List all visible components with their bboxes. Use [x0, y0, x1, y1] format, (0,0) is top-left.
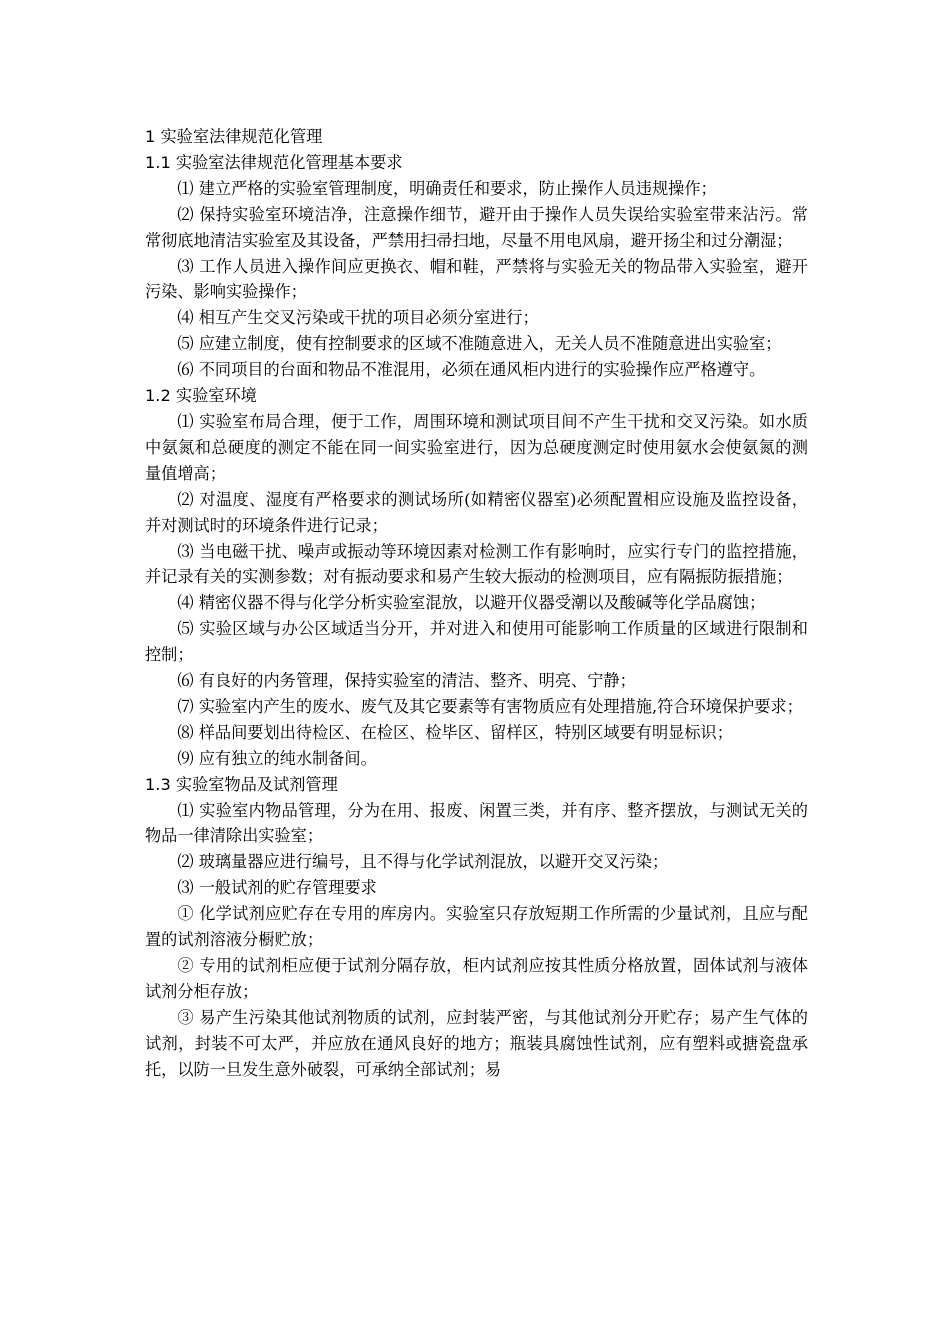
section-heading-1-1: 1.1 实验室法律规范化管理基本要求 [145, 152, 403, 172]
paragraph: ③ 易产生污染其他试剂物质的试剂，应封装严密，与其他试剂分开贮存；易产生气体的试剂，封装不可太严，并应放在通风良好的地方；瓶装具腐蚀性试剂，应有塑料或搪瓷盘承托，以防一旦发生意外破裂，可承纳全部试剂；易 [145, 1007, 808, 1079]
paragraph: ⑶ 工作人员进入操作间应更换衣、帽和鞋，严禁将与实验无关的物品带入实验室，避开污染、影响实验操作； [145, 256, 808, 302]
paragraph: ⑵ 对温度、湿度有严格要求的测试场所(如精密仪器室)必须配置相应设施及监控设备，并对测试时的环境条件进行记录； [145, 489, 808, 535]
section-heading-1: 1 实验室法律规范化管理 [145, 127, 323, 146]
document-page [145, 124, 808, 1083]
paragraph: ⑶ 当电磁干扰、噪声或振动等环境因素对检测工作有影响时，应实行专门的监控措施，并记录有关的实测参数；对有振动要求和易产生较大振动的检测项目，应有隔振防振措施； [145, 541, 808, 587]
section-heading-1-3: 1.3 实验室物品及试剂管理 [145, 774, 338, 794]
paragraph: ② 专用的试剂柜应便于试剂分隔存放，柜内试剂应按其性质分格放置，固体试剂与液体试剂分柜存放； [145, 956, 808, 1001]
paragraph: ⑵ 玻璃量器应进行编号，且不得与化学试剂混放，以避开交叉污染； [177, 852, 669, 872]
paragraph: ⑴ 实验室内物品管理，分为在用、报废、闲置三类，并有序、整齐摆放，与测试无关的物品一律清除出实验室； [145, 800, 808, 846]
paragraph: ⑶ 一般试剂的贮存管理要求 [177, 878, 377, 898]
paragraph: ⑷ 精密仪器不得与化学分析实验室混放，以避开仪器受潮以及酸碱等化学品腐蚀； [177, 593, 766, 613]
paragraph: ⑴ 实验室布局合理，便于工作，周围环境和测试项目间不产生干扰和交叉污染。如水质中氨氮和总硬度的测定不能在同一间实验室进行，因为总硬度测定时使用氨水会使氨氮的测量值增高； [145, 411, 808, 483]
paragraph: ⑸ 应建立制度，使有控制要求的区域不准随意进入，无关人员不准随意进出实验室； [177, 334, 782, 354]
paragraph: ⑹ 有良好的内务管理，保持实验室的清洁、整齐、明亮、宁静； [177, 671, 636, 691]
paragraph: ⑵ 保持实验室环境洁净，注意操作细节，避开由于操作人员失误给实验室带来沾污。常常彻底地清洁实验室及其设备，严禁用扫帚扫地，尽量不用电风扇，避开扬尘和过分潮湿； [145, 204, 808, 250]
paragraph: ⑺ 实验室内产生的废水、废气及其它要素等有害物质应有处理措施,符合环境保护要求； [177, 696, 803, 716]
paragraph: ⑷ 相互产生交叉污染或干扰的项目必须分室进行； [177, 308, 539, 328]
paragraph: ⑴ 建立严格的实验室管理制度，明确责任和要求，防止操作人员违规操作； [177, 178, 717, 198]
paragraph: ⑼ 应有独立的纯水制备间。 [177, 748, 377, 768]
paragraph: ⑻ 样品间要划出待检区、在检区、检毕区、留样区，特别区域要有明显标识； [177, 722, 733, 742]
section-heading-1-2: 1.2 实验室环境 [145, 386, 257, 406]
paragraph: ⑹ 不同项目的台面和物品不准混用，必须在通风柜内进行的实验操作应严格遵守。 [177, 360, 766, 380]
paragraph: ① 化学试剂应贮存在专用的库房内。实验室只存放短期工作所需的少量试剂，且应与配置的试剂溶液分橱贮放； [145, 904, 808, 950]
paragraph: ⑸ 实验区域与办公区域适当分开，并对进入和使用可能影响工作质量的区域进行限制和控制； [145, 619, 808, 665]
